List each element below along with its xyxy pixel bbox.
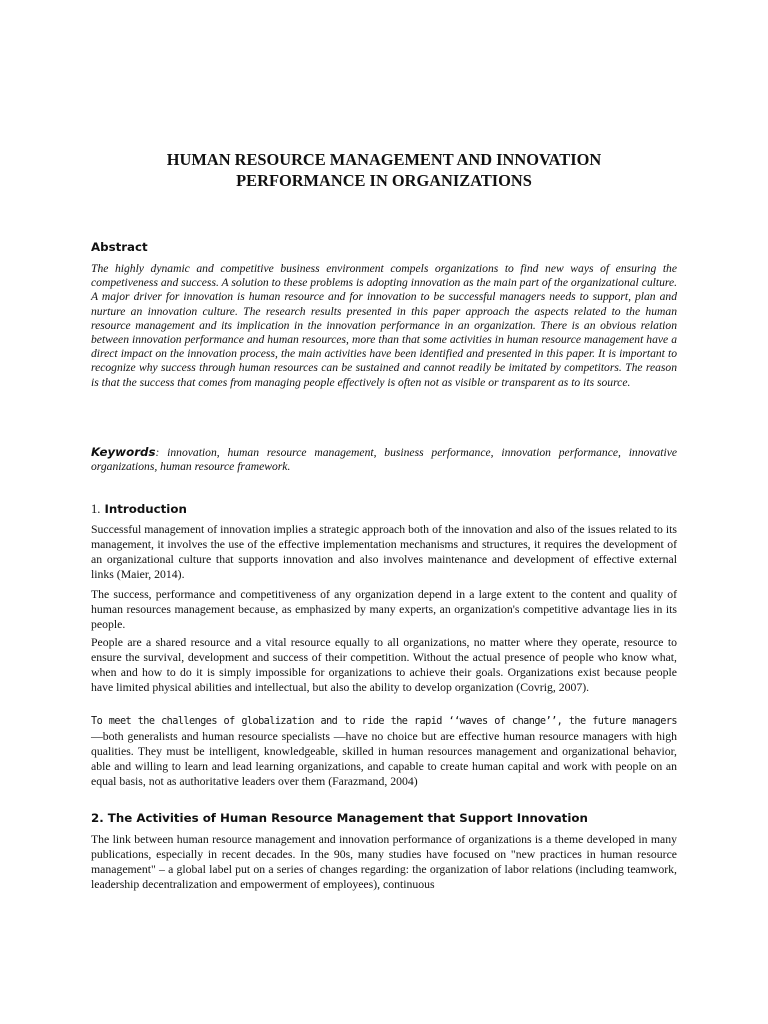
paper-title (60, 149, 708, 191)
paragraph-4-lead: To meet the challenges of globalization and to ride the rapid ‘‘waves of change’’, the future managers (91, 716, 677, 727)
keywords-label: Keywords (91, 445, 156, 459)
abstract-text: The highly dynamic and competitive business environment compels organizations to find new ways of ensuring the competiveness and success. A solution to these problems is adopting innovation as the main part of the organizational culture. A major driver for innovation is human resource and for innovation to be successful managers needs to support, plan and nurture an innovation culture. The research results presented in this paper approach the aspects related to the human resource management and its implication in the innovation performance in an organization. There is an obvious relation between innovation performance and human resources, more than that some activities in human resource management have a direct impact on the innovation process, the main activities have been identified and presented in this paper. It is important to recognize why success through human resources can be sustained and cannot readily be imitated by competitors. The reason is that the success that comes from managing people effectively is often not as visible or transparent as to its source. (91, 262, 677, 389)
paragraph-4-rest: —both generalists and human resource specialists —have no choice but are effective human resource managers with high qualities. They must be intelligent, knowledgeable, skilled in human resources management and organizational behavior, able and willing to learn and lead learning organizations, and capable to create human capital and work with people on an equal basis, not as authoritative leaders over them (Farazmand, 2004) (91, 730, 677, 788)
introduction-title: Introduction (104, 502, 187, 516)
keywords-text: : innovation, human resource management, business performance, innovation performance, innovative organizations, human resource framework. (91, 446, 677, 474)
introduction-paragraph-3: People are a shared resource and a vital resource equally to all organizations, no matter where they operate, resource to ensure the survival, development and success of their competition. Without the actual presence of people who know what, when and how to do it is simply impossible for organizations to achieve their goals. Organizations exist because people have limited physical abilities and intellectual, but also the ability to develop organization (Covrig, 2007). (91, 636, 677, 694)
paper-title-line-2: PERFORMANCE IN ORGANIZATIONS (236, 171, 532, 190)
paper-title-line-1: HUMAN RESOURCE MANAGEMENT AND INNOVATION (166, 150, 602, 169)
introduction-number: 1. (91, 502, 101, 516)
introduction-paragraph-4 (91, 713, 677, 789)
keywords (91, 445, 677, 474)
section-2-paragraph-1: The link between human resource management and innovation performance of organizations is a theme developed in many publications, especially in recent decades. In the 90s, many studies have focused on "new practices in human resource management" – a global label put on a series of changes regarding: the organization of labor relations (including teamwork, leadership decentralization and empowerment of employees), continuous (91, 833, 677, 891)
section-2-heading: 2. The Activities of Human Resource Management that Support Innovation (91, 811, 588, 825)
introduction-paragraph-1: Successful management of innovation implies a strategic approach both of the innovation and also of the issues related to its management, it involves the use of the effective implementation mechanisms and structures, it requires the development of an organizational culture that supports innovation and also involves maintenance and development of effective external links (Maier, 2014). (91, 523, 677, 581)
introduction-paragraph-2: The success, performance and competitiveness of any organization depend in a large extent to the content and quality of human resources management because, as emphasized by many experts, an organization's competitive advantage lies in its people. (91, 588, 677, 631)
abstract-heading: Abstract (91, 240, 148, 254)
introduction-heading (91, 502, 677, 517)
